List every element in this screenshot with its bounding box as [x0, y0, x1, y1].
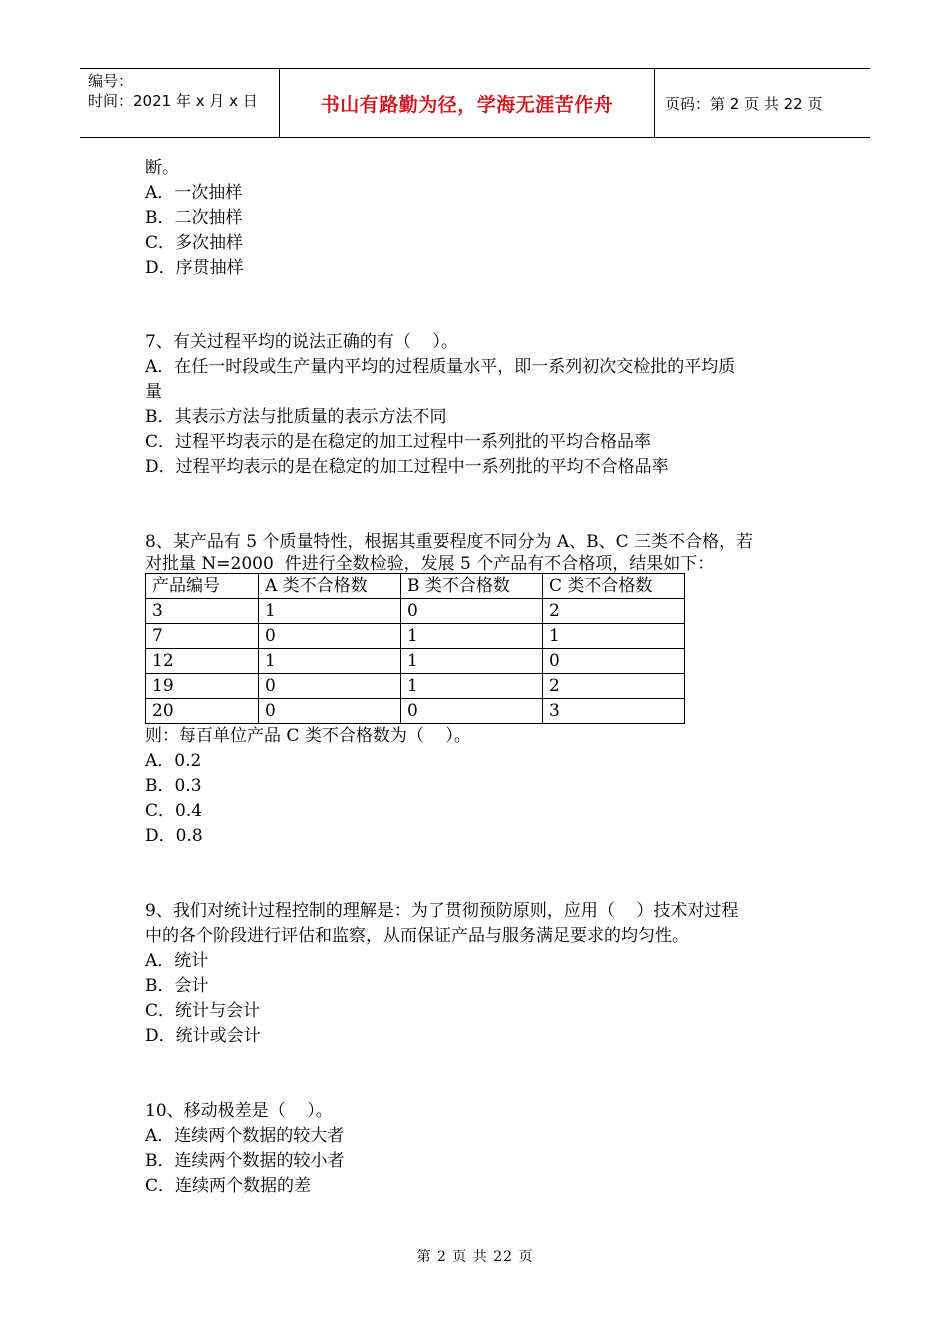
- question-8-question: 则：每百单位产品 C 类不合格数为（ ）。: [145, 726, 471, 746]
- table-row: [146, 699, 685, 724]
- question-9-stem: 9、我们对统计过程控制的理解是：为了贯彻预防原则，应用（ ）技术对过程: [145, 901, 739, 921]
- option: B．连续两个数据的较小者: [145, 1151, 345, 1171]
- option: B．其表示方法与批质量的表示方法不同: [145, 407, 447, 427]
- table-cell: 0: [259, 674, 401, 699]
- option: B．二次抽样: [145, 208, 243, 228]
- table-cell: 20: [146, 699, 259, 724]
- defect-table: [145, 573, 685, 724]
- option-continuation: 量: [145, 382, 162, 402]
- table-header-cell: A 类不合格数: [259, 574, 401, 599]
- option: A．在任一时段或生产量内平均的过程质量水平，即一系列初次交检批的平均质: [145, 357, 736, 377]
- option: C．统计与会计: [145, 1001, 261, 1021]
- table-cell: 0: [259, 699, 401, 724]
- table-cell: 2: [543, 674, 685, 699]
- option: D．过程平均表示的是在稳定的加工过程中一系列批的平均不合格品率: [145, 457, 669, 477]
- header-page-code: 页码：第 2 页 共 22 页: [665, 94, 823, 113]
- table-row: [146, 624, 685, 649]
- table-cell: 0: [543, 649, 685, 674]
- table-cell: 0: [401, 699, 543, 724]
- table-cell: 1: [401, 649, 543, 674]
- table-cell: 0: [401, 599, 543, 624]
- table-row: [146, 649, 685, 674]
- option: C．0.4: [145, 801, 203, 821]
- table-row: [146, 599, 685, 624]
- question-8-stem: 对批量 N=2000 件进行全数检验，发展 5 个产品有不合格项，结果如下：: [145, 554, 715, 574]
- table-cell: 0: [259, 624, 401, 649]
- table-header-cell: B 类不合格数: [401, 574, 543, 599]
- number-label: 编号：: [88, 72, 134, 90]
- table-header-cell: C 类不合格数: [543, 574, 685, 599]
- table-row: [146, 674, 685, 699]
- header-motto: 书山有路勤为径，学海无涯苦作舟: [280, 69, 655, 137]
- page-header: [80, 68, 870, 138]
- option: B．0.3: [145, 776, 202, 796]
- table-cell: 1: [543, 624, 685, 649]
- option: C．连续两个数据的差: [145, 1176, 312, 1196]
- table-header-cell: 产品编号: [146, 574, 259, 599]
- option: D．统计或会计: [145, 1026, 261, 1046]
- option: A．统计: [145, 951, 209, 971]
- table-cell: 19: [146, 674, 259, 699]
- option: C．过程平均表示的是在稳定的加工过程中一系列批的平均合格品率: [145, 432, 652, 452]
- question-7-stem: 7、有关过程平均的说法正确的有（ ）。: [145, 332, 458, 352]
- page-footer: 第 2 页 共 22 页: [416, 1249, 534, 1265]
- option: D．序贯抽样: [145, 258, 244, 278]
- document-body: [145, 156, 815, 1199]
- table-cell: 1: [259, 649, 401, 674]
- table-cell: 3: [146, 599, 259, 624]
- option: A．连续两个数据的较大者: [145, 1126, 345, 1146]
- table-cell: 1: [259, 599, 401, 624]
- table-header-row: [146, 574, 685, 599]
- prev-question-tail: 断。: [145, 158, 179, 178]
- option: D．0.8: [145, 826, 203, 846]
- option: C．多次抽样: [145, 233, 244, 253]
- question-10-stem: 10、移动极差是（ ）。: [145, 1101, 333, 1121]
- time-label: 时间：2021 年 x 月 x 日: [88, 92, 258, 110]
- table-cell: 2: [543, 599, 685, 624]
- table-cell: 7: [146, 624, 259, 649]
- table-cell: 1: [401, 624, 543, 649]
- question-8-stem: 8、某产品有 5 个质量特性，根据其重要程度不同分为 A、B、C 三类不合格，若: [145, 532, 754, 552]
- table-cell: 3: [543, 699, 685, 724]
- header-meta: [80, 69, 280, 137]
- option: A．一次抽样: [145, 183, 243, 203]
- option: A．0.2: [145, 751, 202, 771]
- option: B．会计: [145, 976, 209, 996]
- question-9-stem: 中的各个阶段进行评估和监察，从而保证产品与服务满足要求的均匀性。: [145, 926, 689, 946]
- table-cell: 1: [401, 674, 543, 699]
- table-cell: 12: [146, 649, 259, 674]
